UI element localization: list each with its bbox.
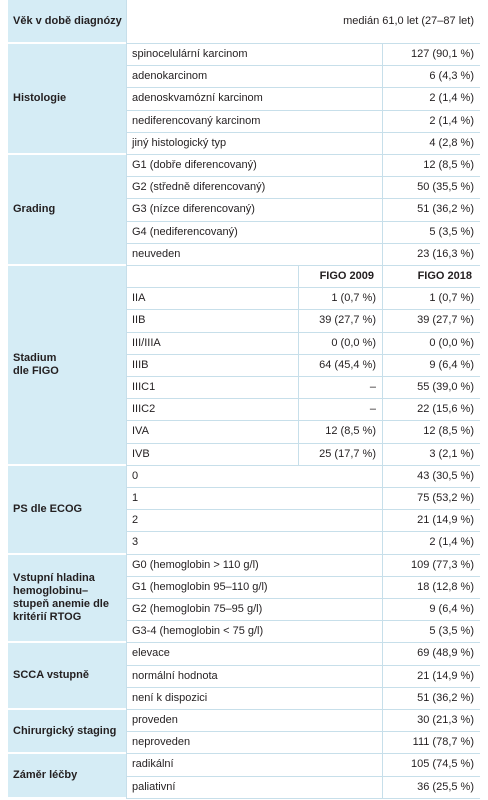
grading-row-value: 51 (36,2 %) xyxy=(382,199,480,221)
figo-2018-value: 1 (0,7 %) xyxy=(382,288,480,310)
figo-row-label: IIIB xyxy=(126,355,298,377)
figo-2009-value: 12 (8,5 %) xyxy=(298,421,382,443)
scca-row-label: elevace xyxy=(126,643,382,665)
figo-2009-value: 39 (27,7 %) xyxy=(298,310,382,332)
hemoglobin-row-label: G1 (hemoglobin 95–110 g/l) xyxy=(126,577,382,599)
histology-label: Histologie xyxy=(8,44,126,155)
patient-characteristics-table xyxy=(8,0,480,800)
scca-row-label: normální hodnota xyxy=(126,666,382,688)
figo-label xyxy=(8,266,126,466)
figo-2009-value: 1 (0,7 %) xyxy=(298,288,382,310)
grading-row-value: 5 (3,5 %) xyxy=(382,222,480,244)
intent-row-label: radikální xyxy=(126,754,382,776)
grading-row-value: 12 (8,5 %) xyxy=(382,155,480,177)
histology-row-value: 2 (1,4 %) xyxy=(382,88,480,110)
figo-2009-header: FIGO 2009 xyxy=(298,266,382,288)
figo-row-label: IVB xyxy=(126,444,298,466)
hemoglobin-row-value: 18 (12,8 %) xyxy=(382,577,480,599)
figo-header-blank xyxy=(126,266,298,288)
figo-label-line1: Stadium xyxy=(13,351,57,364)
hemoglobin-row-label: G2 (hemoglobin 75–95 g/l) xyxy=(126,599,382,621)
scca-row-value: 51 (36,2 %) xyxy=(382,688,480,710)
intent-row-label: paliativní xyxy=(126,777,382,799)
intent-label: Záměr léčby xyxy=(8,754,126,798)
age-label: Věk v době diagnózy xyxy=(8,0,126,44)
figo-2018-value: 12 (8,5 %) xyxy=(382,421,480,443)
staging-label: Chirurgický staging xyxy=(8,710,126,754)
histology-row-label: nediferencovaný karcinom xyxy=(126,111,382,133)
ps-row-value: 21 (14,9 %) xyxy=(382,510,480,532)
histology-row-value: 127 (90,1 %) xyxy=(382,44,480,66)
hemoglobin-row-value: 109 (77,3 %) xyxy=(382,555,480,577)
hemoglobin-row-label: G0 (hemoglobin > 110 g/l) xyxy=(126,555,382,577)
figo-row-label: IIIC2 xyxy=(126,399,298,421)
ps-row-label: 2 xyxy=(126,510,382,532)
staging-row-value: 30 (21,3 %) xyxy=(382,710,480,732)
ps-row-value: 43 (30,5 %) xyxy=(382,466,480,488)
histology-row-label: spinocelulární karcinom xyxy=(126,44,382,66)
hemoglobin-row-label: G3-4 (hemoglobin < 75 g/l) xyxy=(126,621,382,643)
histology-row-label: jiný histologický typ xyxy=(126,133,382,155)
intent-row-value: 36 (25,5 %) xyxy=(382,777,480,799)
figo-2009-value: 64 (45,4 %) xyxy=(298,355,382,377)
ps-row-label: 1 xyxy=(126,488,382,510)
histology-row-value: 6 (4,3 %) xyxy=(382,66,480,88)
staging-row-label: proveden xyxy=(126,710,382,732)
staging-row-value: 111 (78,7 %) xyxy=(382,732,480,754)
histology-row-value: 4 (2,8 %) xyxy=(382,133,480,155)
ps-row-value: 75 (53,2 %) xyxy=(382,488,480,510)
figo-2018-value: 3 (2,1 %) xyxy=(382,444,480,466)
figo-row-label: IVA xyxy=(126,421,298,443)
hemoglobin-row-value: 9 (6,4 %) xyxy=(382,599,480,621)
age-value: medián 61,0 let (27–87 let) xyxy=(126,0,480,44)
histology-row-label: adenokarcinom xyxy=(126,66,382,88)
intent-row-value: 105 (74,5 %) xyxy=(382,754,480,776)
figo-2018-value: 55 (39,0 %) xyxy=(382,377,480,399)
scca-row-label: není k dispozici xyxy=(126,688,382,710)
grading-row-value: 23 (16,3 %) xyxy=(382,244,480,266)
figo-2009-value: – xyxy=(298,377,382,399)
grading-row-label: neuveden xyxy=(126,244,382,266)
figo-row-label: IIB xyxy=(126,310,298,332)
figo-2009-value: 0 (0,0 %) xyxy=(298,333,382,355)
scca-row-value: 69 (48,9 %) xyxy=(382,643,480,665)
figo-2018-value: 22 (15,6 %) xyxy=(382,399,480,421)
figo-2009-value: 25 (17,7 %) xyxy=(298,444,382,466)
figo-2018-header: FIGO 2018 xyxy=(382,266,480,288)
ps-row-label: 0 xyxy=(126,466,382,488)
ps-row-value: 2 (1,4 %) xyxy=(382,532,480,554)
grading-row-label: G2 (středně diferencovaný) xyxy=(126,177,382,199)
figo-2018-value: 9 (6,4 %) xyxy=(382,355,480,377)
scca-label: SCCA vstupně xyxy=(8,643,126,710)
hemoglobin-row-value: 5 (3,5 %) xyxy=(382,621,480,643)
grading-row-label: G1 (dobře diferencovaný) xyxy=(126,155,382,177)
scca-row-value: 21 (14,9 %) xyxy=(382,666,480,688)
grading-row-label: G3 (nízce diferencovaný) xyxy=(126,199,382,221)
histology-row-value: 2 (1,4 %) xyxy=(382,111,480,133)
figo-row-label: IIA xyxy=(126,288,298,310)
grading-label: Grading xyxy=(8,155,126,266)
figo-2018-value: 0 (0,0 %) xyxy=(382,333,480,355)
figo-row-label: III/IIIA xyxy=(126,333,298,355)
figo-row-label: IIIC1 xyxy=(126,377,298,399)
grading-row-label: G4 (nediferencovaný) xyxy=(126,222,382,244)
figo-label-line2: dle FIGO xyxy=(13,364,59,377)
figo-2009-value: – xyxy=(298,399,382,421)
ps-row-label: 3 xyxy=(126,532,382,554)
ps-label: PS dle ECOG xyxy=(8,466,126,555)
hemoglobin-label: Vstupní hladina hemoglobinu– stupeň anemie dle kritérií RTOG xyxy=(8,555,126,644)
grading-row-value: 50 (35,5 %) xyxy=(382,177,480,199)
histology-row-label: adenoskvamózní karcinom xyxy=(126,88,382,110)
figo-2018-value: 39 (27,7 %) xyxy=(382,310,480,332)
staging-row-label: neproveden xyxy=(126,732,382,754)
